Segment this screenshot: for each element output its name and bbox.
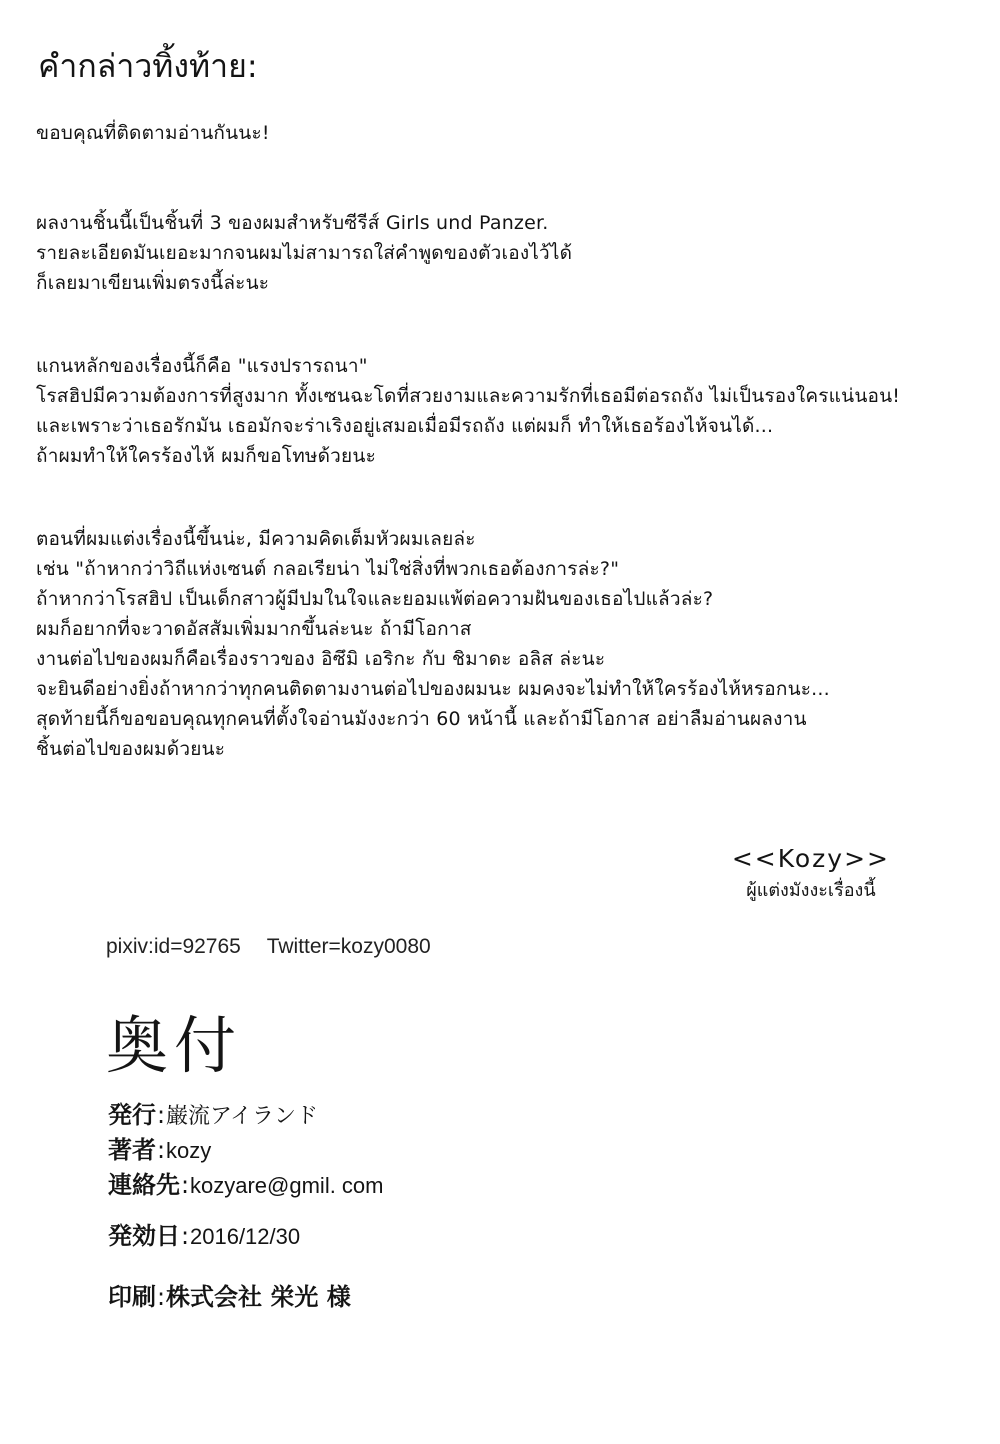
colophon-date [108,1219,384,1254]
printer-label: 印刷 [108,1283,156,1311]
text-line: ขอบคุณที่ติดตามอ่านกันนะ! [36,122,270,144]
colophon-author [108,1133,384,1168]
publisher-label: 発行 [108,1101,156,1129]
text-line: ผลงานชิ้นนี้เป็นชิ้นที่ 3 ของผมสำหรับซีรีส์ Girls und Panzer. [36,212,549,234]
colophon-printer [108,1280,384,1314]
text-line: ถ้าหากว่าโรสฮิป เป็นเด็กสาวผู้มีปมในใจและยอมแพ้ต่อความฝันของเธอไปแล้วล่ะ? [36,588,714,610]
text-line: ชิ้นต่อไปของผมด้วยนะ [36,738,226,760]
text-line: สุดท้ายนี้ก็ขอขอบคุณทุกคนที่ตั้งใจอ่านมังงะกว่า 60 หน้านี้ และถ้ามีโอกาส อย่าลืมอ่านผลงาน [36,708,807,730]
printer-value: 株式会社 栄光 様 [166,1283,351,1311]
text-line: ถ้าผมทำให้ใครร้องไห้ ผมก็ขอโทษด้วยนะ [36,445,376,467]
text-line: ก็เลยมาเขียนเพิ่มตรงนี้ล่ะนะ [36,272,270,294]
signature [732,842,890,906]
separator: : [180,1171,190,1199]
date-value: 2016/12/30 [190,1224,301,1249]
text-line: รายละเอียดมันเยอะมากจนผมไม่สามารถใส่คำพูดของตัวเองไว้ได้ [36,242,573,264]
paragraph-intro [36,208,986,298]
author-value: kozy [166,1138,212,1163]
afterword-body [36,118,986,764]
text-line: จะยินดีอย่างยิ่งถ้าหากว่าทุกคนติดตามงานต่อไปของผมนะ ผมคงจะไม่ทำให้ใครร้องไห้หรอกนะ... [36,678,830,700]
text-line: โรสฮิปมีความต้องการที่สูงมาก ทั้งเซนฉะโดที่สวยงามและความรักที่เธอมีต่อรถถัง ไม่เป็นรองใครแน่นอน! [36,385,901,407]
text-line: ผมก็อยากที่จะวาดอัสสัมเพิ่มมากขึ้นล่ะนะ ถ้ามีโอกาส [36,618,472,640]
contact-links [106,932,431,962]
contact-value: kozyare@gmil. com [190,1173,384,1198]
colophon-contact [108,1168,384,1203]
signature-role: ผู้แต่งมังงะเรื่องนี้ [746,880,876,901]
paragraph-theme [36,351,986,471]
pixiv-id: pixiv:id=92765 [106,935,241,958]
signature-name: <<Kozy>> [731,844,890,873]
contact-label: 連絡先 [108,1171,180,1199]
colophon-title: 奥付 [106,1009,243,1082]
author-label: 著者 [108,1136,156,1164]
separator: : [156,1283,166,1311]
text-line: ตอนที่ผมแต่งเรื่องนี้ขึ้นน่ะ, มีความคิดเต็มหัวผมเลยล่ะ [36,528,476,550]
separator: : [156,1101,166,1129]
colophon-publisher [108,1098,384,1133]
text-line: เช่น "ถ้าหากว่าวิถีแห่งเซนต์ กลอเรียน่า ไม่ใช่สิ่งที่พวกเธอต้องการล่ะ?" [36,558,620,580]
separator: : [156,1136,166,1164]
text-line: งานต่อไปของผมก็คือเรื่องราวของ อิซึมิ เอริกะ กับ ชิมาดะ อลิส ล่ะนะ [36,648,606,670]
twitter-handle: Twitter=kozy0080 [266,935,431,958]
publisher-value: 巌流アイランド [166,1103,319,1128]
separator: : [180,1222,190,1250]
paragraph-thoughts [36,524,986,764]
text-line: และเพราะว่าเธอรักมัน เธอมักจะร่าเริงอยู่เสมอเมื่อมีรถถัง แต่ผมก็ ทำให้เธอร้องไห้จนได้... [36,415,774,437]
date-label: 発効日 [108,1222,180,1250]
text-line: แกนหลักของเรื่องนี้ก็คือ "แรงปรารถนา" [36,355,368,377]
paragraph-thanks [36,118,986,148]
afterword-title: คำกล่าวทิ้งท้าย: [38,47,258,85]
colophon [108,1098,384,1314]
